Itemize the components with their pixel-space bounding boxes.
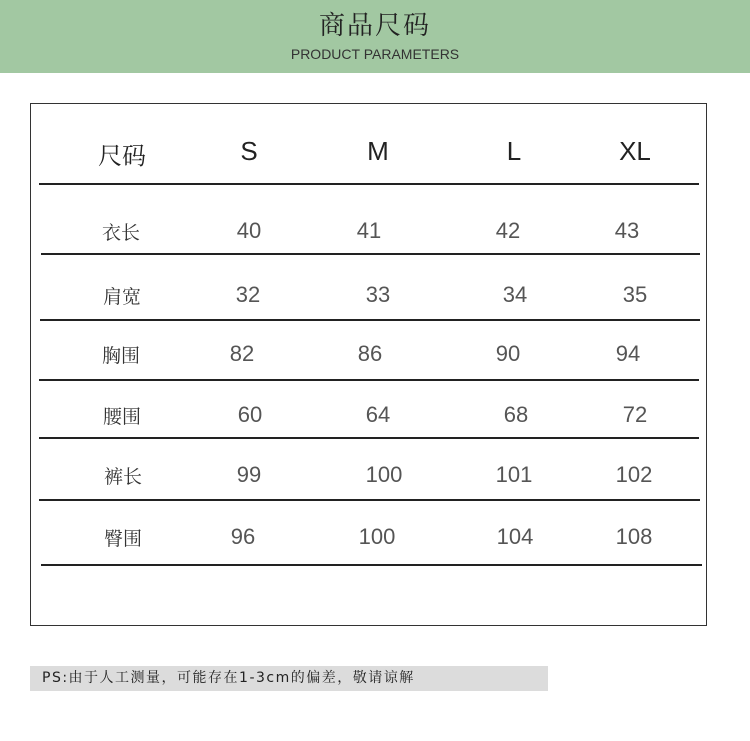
table-cell: 96 [230,524,256,549]
table-cell: 64 [365,402,391,427]
table-cell: 41 [356,218,382,243]
row-divider [39,499,700,501]
column-header-size: 尺码 [98,142,146,170]
table-cell: 108 [615,524,653,549]
row-label: 衣长 [101,222,141,244]
table-cell: 42 [495,218,521,243]
table-cell: 101 [495,462,533,487]
table-cell: 90 [495,341,521,366]
table-cell: 68 [503,402,529,427]
page-title: 商品尺码 [318,11,431,41]
table-cell: 102 [615,462,653,487]
table-cell: 86 [357,341,383,366]
column-header-l: L [506,136,522,166]
column-header-xl: XL [619,136,651,166]
table-cell: 99 [236,462,262,487]
table-cell: 100 [358,524,396,549]
table-cell: 43 [614,218,640,243]
table-cell: 34 [502,282,528,307]
measurement-note: PS:由于人工测量，可能存在1-3cm的偏差，敬请谅解 [30,666,548,691]
row-label: 臀围 [103,528,143,550]
row-divider [40,319,700,321]
row-label: 裤长 [103,466,143,488]
column-header-m: M [367,136,389,166]
column-header-s: S [240,136,258,166]
table-cell: 60 [237,402,263,427]
row-divider [41,253,700,255]
row-label: 肩宽 [102,286,142,308]
row-divider [39,437,699,439]
table-cell: 72 [622,402,648,427]
table-cell: 94 [615,341,641,366]
table-cell: 33 [365,282,391,307]
table-cell: 32 [235,282,261,307]
table-cell: 100 [365,462,403,487]
table-cell: 104 [496,524,534,549]
table-cell: 82 [229,341,255,366]
size-table [30,103,707,626]
table-cell: 35 [622,282,648,307]
page-subtitle: PRODUCT PARAMETERS [290,46,460,62]
row-divider [39,379,699,381]
header-divider [39,183,699,185]
row-divider [41,564,702,566]
page-header [0,0,750,73]
table-cell: 40 [236,218,262,243]
row-label: 腰围 [102,406,142,428]
row-label: 胸围 [101,345,141,367]
